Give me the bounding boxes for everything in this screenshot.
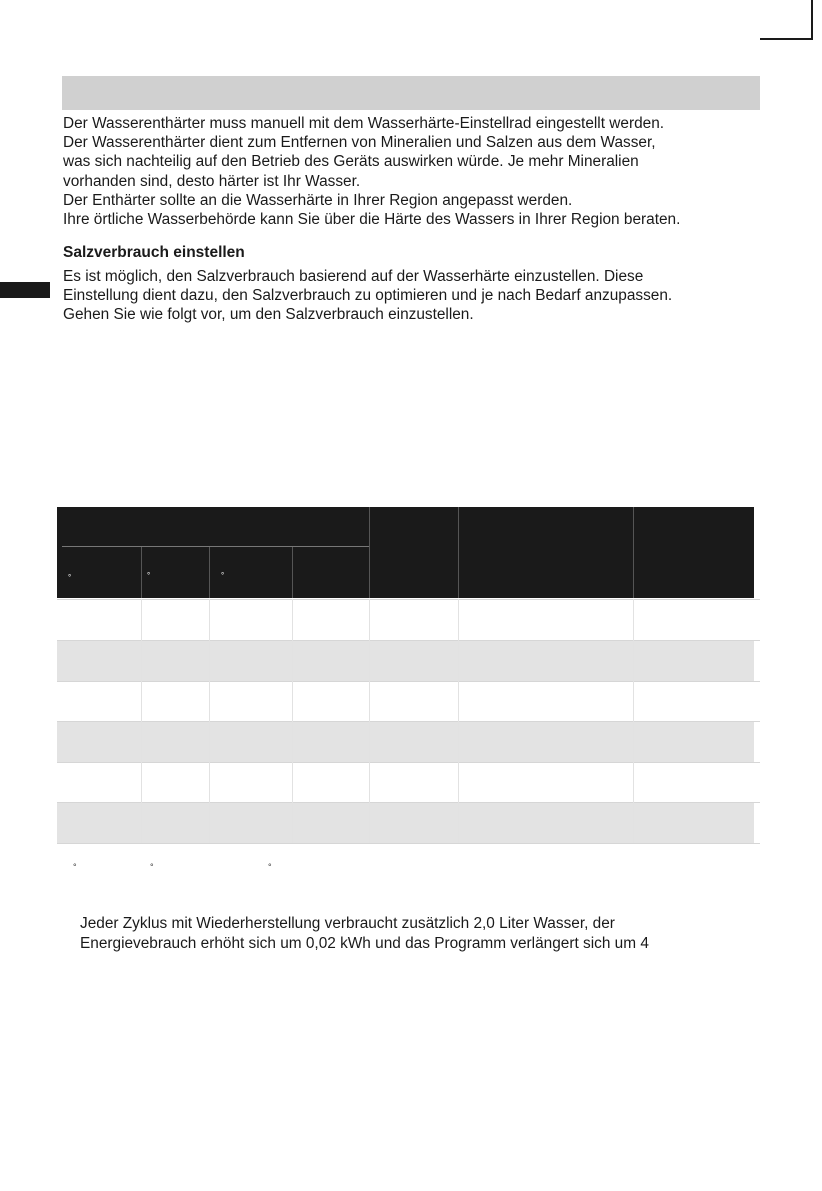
intro-line: Der Enthärter sollte an die Wasserhärte in Ihrer Region angepasst werden. xyxy=(63,191,573,209)
intro-paragraph xyxy=(63,114,763,229)
intro-line: Ihre örtliche Wasserbehörde kann Sie über die Härte des Wassers in Ihrer Region beraten. xyxy=(63,211,681,229)
unit-degree-mark: ° xyxy=(147,571,151,580)
row-rule xyxy=(57,599,760,600)
column-divider xyxy=(209,599,210,843)
header-subcolumn-divider xyxy=(209,547,210,598)
column-divider xyxy=(292,599,293,843)
table-row xyxy=(57,600,754,640)
regeneration-note xyxy=(80,914,760,954)
footnote-degree-mark: ° xyxy=(150,862,154,872)
salt-line: Gehen Sie wie folgt vor, um den Salzverbrauch einzustellen. xyxy=(63,306,474,324)
intro-line: Der Wasserenthärter dient zum Entfernen von Mineralien und Salzen aus dem Wasser, xyxy=(63,134,656,152)
header-divider xyxy=(369,507,370,598)
salt-heading: Salzverbrauch einstellen xyxy=(63,244,245,261)
column-divider xyxy=(141,599,142,843)
column-divider xyxy=(633,599,634,843)
table-row xyxy=(57,803,754,843)
row-rule xyxy=(57,721,760,722)
salt-paragraph xyxy=(63,267,763,325)
table-row xyxy=(57,641,754,681)
header-divider xyxy=(633,507,634,598)
crop-mark-horizontal xyxy=(760,38,813,40)
note-line: Energievebrauch erhöht sich um 0,02 kWh und das Programm verlängert sich um 4 xyxy=(80,935,649,952)
salt-line: Einstellung dient dazu, den Salzverbrauch zu optimieren und je nach Bedarf anzupassen. xyxy=(63,287,673,305)
column-divider xyxy=(458,599,459,843)
chapter-tab-marker xyxy=(0,282,50,298)
row-rule xyxy=(57,762,760,763)
intro-line: vorhanden sind, desto härter ist Ihr Wasser. xyxy=(63,172,361,190)
row-rule xyxy=(57,681,760,682)
salt-line: Es ist möglich, den Salzverbrauch basierend auf der Wasserhärte einzustellen. Diese xyxy=(63,268,644,285)
section-title-bar xyxy=(62,76,760,110)
table-row xyxy=(57,682,754,722)
table-row xyxy=(57,763,754,803)
intro-line: was sich nachteilig auf den Betrieb des Geräts auswirken würde. Je mehr Mineralien xyxy=(63,153,639,171)
header-divider xyxy=(458,507,459,598)
unit-degree-mark: ° xyxy=(68,573,72,582)
row-rule xyxy=(57,843,760,844)
table-row xyxy=(57,722,754,762)
unit-degree-mark: ° xyxy=(221,571,225,580)
row-rule xyxy=(57,640,760,641)
footnote-degree-mark: ° xyxy=(73,862,77,872)
footnote-degree-mark: ° xyxy=(268,862,272,872)
header-subcolumn-divider xyxy=(292,547,293,598)
header-subcolumn-divider xyxy=(141,547,142,598)
table-header xyxy=(57,507,754,598)
intro-line: Der Wasserenthärter muss manuell mit dem Wasserhärte-Einstellrad eingestellt werden. xyxy=(63,115,665,132)
crop-mark-vertical xyxy=(811,0,813,40)
note-line: Jeder Zyklus mit Wiederherstellung verbraucht zusätzlich 2,0 Liter Wasser, der xyxy=(80,915,615,932)
column-divider xyxy=(369,599,370,843)
row-rule xyxy=(57,802,760,803)
header-subdivider xyxy=(62,546,369,547)
